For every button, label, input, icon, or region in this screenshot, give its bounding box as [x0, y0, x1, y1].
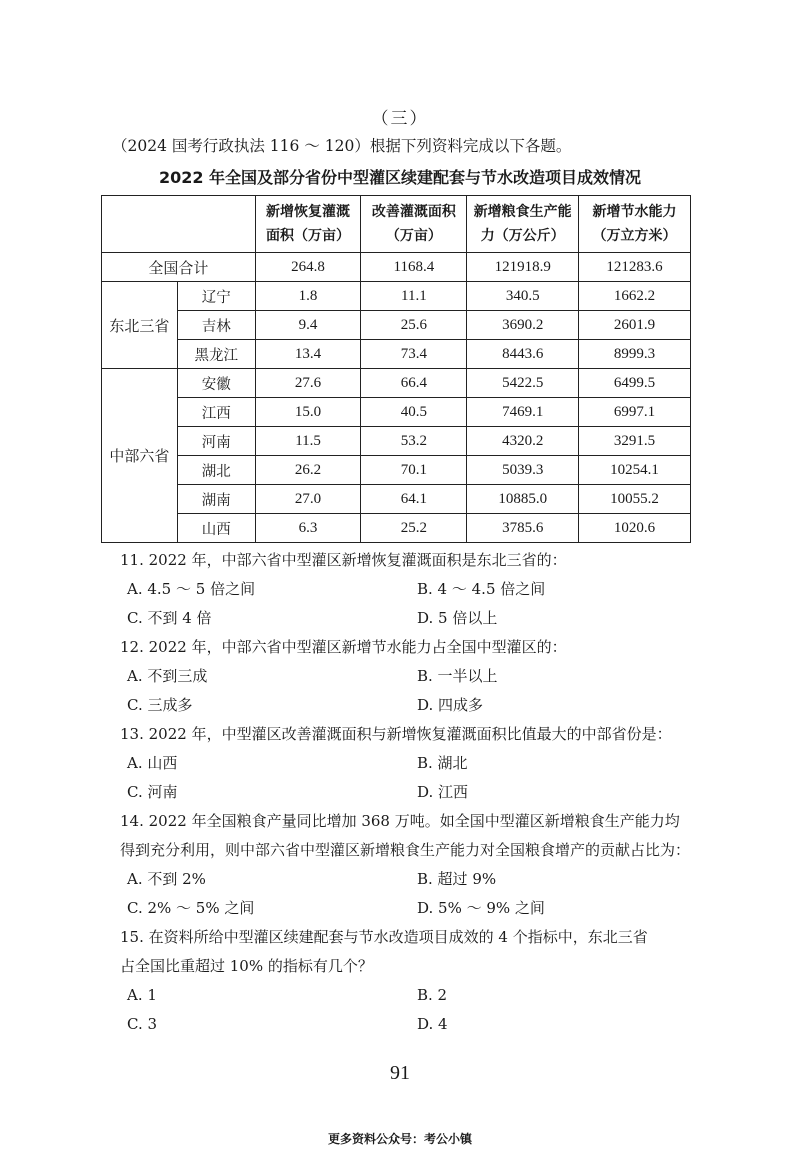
option-list: [120, 981, 698, 1039]
data-table: [101, 195, 691, 543]
table-row: [102, 398, 691, 427]
option-c[interactable]: C. 2% ～ 5% 之间: [127, 899, 255, 917]
question-11: [120, 546, 698, 633]
table-cell: 9.4: [255, 311, 361, 340]
table-cell: 70.1: [361, 456, 467, 485]
option-a[interactable]: A. 不到 2%: [127, 870, 206, 888]
table-row: [102, 456, 691, 485]
section-title: （三）: [371, 109, 429, 129]
option-d[interactable]: D. 4: [417, 1015, 448, 1033]
province-cell: 吉林: [177, 311, 255, 340]
province-cell: 湖北: [177, 456, 255, 485]
question-stem-line: 15. 在资料所给中型灌区续建配套与节水改造项目成效的 4 个指标中，东北三省: [120, 928, 648, 946]
table-cell: 264.8: [255, 253, 361, 282]
table-cell: 66.4: [361, 369, 467, 398]
header-cell: 改善灌溉面积 （万亩）: [361, 196, 467, 253]
header-cell: 新增恢复灌溉 面积（万亩）: [255, 196, 361, 253]
table-row-total: [102, 253, 691, 282]
table-cell: 11.5: [255, 427, 361, 456]
province-cell: 黑龙江: [177, 340, 255, 369]
option-b[interactable]: B. 湖北: [417, 754, 468, 772]
header-cell: 新增粮食生产能 力（万公斤）: [467, 196, 579, 253]
table-row: [102, 340, 691, 369]
option-a[interactable]: A. 山西: [127, 754, 178, 772]
option-a[interactable]: A. 1: [127, 986, 157, 1004]
option-c[interactable]: C. 河南: [127, 783, 178, 801]
table-cell: 26.2: [255, 456, 361, 485]
option-d[interactable]: D. 四成多: [417, 696, 484, 714]
group-label: 中部六省: [102, 369, 178, 543]
table-cell: 27.0: [255, 485, 361, 514]
header-cell: 新增节水能力 （万立方米）: [579, 196, 691, 253]
province-cell: 河南: [177, 427, 255, 456]
row-label: 全国合计: [102, 253, 256, 282]
option-b[interactable]: B. 一半以上: [417, 667, 498, 685]
table-cell: 10254.1: [579, 456, 691, 485]
table-cell: 10885.0: [467, 485, 579, 514]
table-cell: 1168.4: [361, 253, 467, 282]
option-d[interactable]: D. 5 倍以上: [417, 609, 498, 627]
province-cell: 山西: [177, 514, 255, 543]
table-cell: 1020.6: [579, 514, 691, 543]
option-list: [120, 865, 698, 923]
table-cell: 7469.1: [467, 398, 579, 427]
table-row: [102, 485, 691, 514]
question-12: [120, 633, 698, 720]
option-d[interactable]: D. 5% ～ 9% 之间: [417, 899, 545, 917]
question-14: [120, 807, 698, 923]
group-label: 东北三省: [102, 282, 178, 369]
table-cell: 5422.5: [467, 369, 579, 398]
question-stem: 12. 2022 年，中部六省中型灌区新增节水能力占全国中型灌区的：: [120, 638, 567, 656]
table-cell: 73.4: [361, 340, 467, 369]
table-row: [102, 311, 691, 340]
table-header-row: [102, 196, 691, 253]
question-stem: 11. 2022 年，中部六省中型灌区新增恢复灌溉面积是东北三省的：: [120, 551, 567, 569]
table-cell: 121283.6: [579, 253, 691, 282]
table-row: [102, 427, 691, 456]
table-cell: 11.1: [361, 282, 467, 311]
table-cell: 2601.9: [579, 311, 691, 340]
option-d[interactable]: D. 江西: [417, 783, 469, 801]
question-stem-line: 占全国比重超过 10% 的指标有几个？: [120, 957, 373, 975]
table-cell: 27.6: [255, 369, 361, 398]
table-row: [102, 369, 691, 398]
table-cell: 3291.5: [579, 427, 691, 456]
table-cell: 25.2: [361, 514, 467, 543]
option-list: [120, 662, 698, 720]
option-list: [120, 575, 698, 633]
question-stem-line: 得到充分利用，则中部六省中型灌区新增粮食生产能力对全国粮食增产的贡献占比为：: [120, 841, 691, 859]
option-c[interactable]: C. 三成多: [127, 696, 193, 714]
table-title: 2022 年全国及部分省份中型灌区续建配套与节水改造项目成效情况: [158, 168, 642, 187]
table-cell: 4320.2: [467, 427, 579, 456]
option-b[interactable]: B. 超过 9%: [417, 870, 497, 888]
province-cell: 湖南: [177, 485, 255, 514]
question-13: [120, 720, 698, 807]
header-blank-cell: [102, 196, 256, 253]
table-cell: 64.1: [361, 485, 467, 514]
question-15: [120, 923, 698, 1039]
table-cell: 53.2: [361, 427, 467, 456]
option-b[interactable]: B. 4 ～ 4.5 倍之间: [417, 580, 546, 598]
option-a[interactable]: A. 不到三成: [127, 667, 208, 685]
footer-note: 更多资料公众号：考公小镇: [327, 1132, 472, 1146]
table-cell: 3690.2: [467, 311, 579, 340]
table-cell: 8999.3: [579, 340, 691, 369]
table-cell: 1.8: [255, 282, 361, 311]
table-cell: 8443.6: [467, 340, 579, 369]
question-stem-line: 14. 2022 年全国粮食产量同比增加 368 万吨。如全国中型灌区新增粮食生产能力均: [120, 812, 680, 830]
province-cell: 辽宁: [177, 282, 255, 311]
table-cell: 6997.1: [579, 398, 691, 427]
table-cell: 5039.3: [467, 456, 579, 485]
table-cell: 340.5: [467, 282, 579, 311]
question-list: [120, 546, 698, 1039]
option-list: [120, 749, 698, 807]
table-cell: 1662.2: [579, 282, 691, 311]
table-cell: 25.6: [361, 311, 467, 340]
option-b[interactable]: B. 2: [417, 986, 448, 1004]
table-cell: 13.4: [255, 340, 361, 369]
table-cell: 10055.2: [579, 485, 691, 514]
table-row: [102, 514, 691, 543]
table-cell: 6.3: [255, 514, 361, 543]
page-number: 91: [390, 1062, 410, 1084]
table-cell: 15.0: [255, 398, 361, 427]
table-cell: 3785.6: [467, 514, 579, 543]
table-cell: 121918.9: [467, 253, 579, 282]
table-row: [102, 282, 691, 311]
intro-text: （2024 国考行政执法 116 ～ 120）根据下列资料完成以下各题。: [112, 137, 572, 155]
table-cell: 40.5: [361, 398, 467, 427]
question-stem: 13. 2022 年，中型灌区改善灌溉面积与新增恢复灌溉面积比值最大的中部省份是：: [120, 725, 672, 743]
option-a[interactable]: A. 4.5 ～ 5 倍之间: [127, 580, 256, 598]
province-cell: 江西: [177, 398, 255, 427]
option-c[interactable]: C. 不到 4 倍: [127, 609, 212, 627]
table-cell: 6499.5: [579, 369, 691, 398]
province-cell: 安徽: [177, 369, 255, 398]
option-c[interactable]: C. 3: [127, 1015, 158, 1033]
